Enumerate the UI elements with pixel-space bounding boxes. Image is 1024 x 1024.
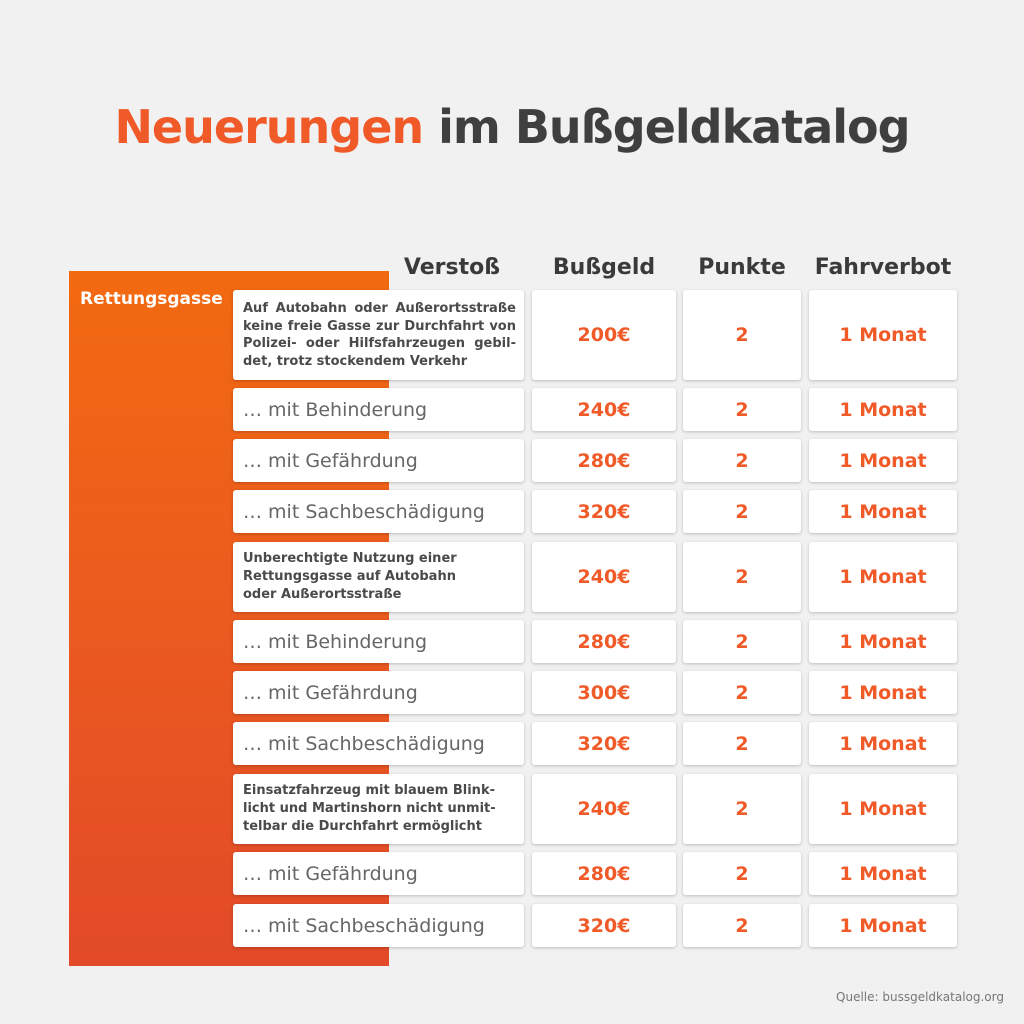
- points-cell-text: 2: [735, 798, 749, 820]
- category-label: Rettungsgasse: [80, 289, 223, 309]
- offense-cell-text: Einsatzfahrzeug mit blauem Blink- licht und Martinshorn nicht unmit- telbar die Durchfahrt ermöglicht: [243, 783, 496, 834]
- points-cell-text: 2: [735, 681, 749, 704]
- fine-cell: [532, 388, 676, 431]
- source-note: Quelle: bussgeldkatalog.org: [836, 990, 1004, 1004]
- points-cell-text: 2: [735, 500, 749, 523]
- ban-cell-text: 1 Monat: [839, 630, 927, 653]
- ban-cell: [809, 439, 957, 482]
- points-cell: [683, 774, 801, 844]
- fine-cell: [532, 620, 676, 663]
- fine-cell: [532, 439, 676, 482]
- offense-cell-text: … mit Behinderung: [243, 630, 428, 653]
- ban-cell: [809, 904, 957, 947]
- offense-cell: [233, 388, 524, 431]
- offense-cell: [233, 904, 524, 947]
- ban-cell: [809, 620, 957, 663]
- offense-cell-text: Unberechtigte Nutzung einer Rettungsgasse auf Autobahn oder Außerortsstraße: [243, 551, 457, 602]
- ban-cell-text: 1 Monat: [839, 862, 927, 885]
- points-cell: [683, 388, 801, 431]
- points-cell: [683, 620, 801, 663]
- fine-cell-text: 240€: [577, 798, 631, 820]
- fine-cell: [532, 290, 676, 380]
- fine-cell-text: 300€: [577, 681, 631, 704]
- points-cell-text: 2: [735, 862, 749, 885]
- fine-cell-text: 320€: [577, 732, 631, 755]
- offense-cell: [233, 439, 524, 482]
- offense-cell-text: … mit Gefährdung: [243, 449, 418, 472]
- ban-cell-text: 1 Monat: [839, 449, 927, 472]
- fine-cell-text: 280€: [577, 449, 631, 472]
- page-title: [0, 100, 1024, 154]
- points-cell-text: 2: [735, 449, 749, 472]
- ban-cell: [809, 774, 957, 844]
- ban-cell: [809, 722, 957, 765]
- column-header-ban: Fahrverbot: [814, 255, 952, 280]
- points-cell: [683, 542, 801, 612]
- points-cell-text: 2: [735, 324, 749, 346]
- column-header-points: Punkte: [698, 255, 786, 280]
- fine-cell: [532, 722, 676, 765]
- offense-cell: [233, 722, 524, 765]
- ban-cell-text: 1 Monat: [839, 500, 927, 523]
- offense-cell: [233, 671, 524, 714]
- points-cell: [683, 439, 801, 482]
- points-cell-text: 2: [735, 398, 749, 421]
- points-cell: [683, 722, 801, 765]
- offense-cell-text: … mit Behinderung: [243, 398, 428, 421]
- offense-cell-text: … mit Sachbeschädigung: [243, 914, 485, 937]
- offense-cell-text: … mit Gefährdung: [243, 681, 418, 704]
- fine-cell: [532, 490, 676, 533]
- ban-cell-text: 1 Monat: [839, 798, 927, 820]
- ban-cell: [809, 542, 957, 612]
- points-cell-text: 2: [735, 566, 749, 588]
- offense-cell-text: … mit Gefährdung: [243, 862, 418, 885]
- fine-cell: [532, 774, 676, 844]
- column-header-offense: Verstoß: [403, 255, 501, 280]
- column-header-fine: Bußgeld: [552, 255, 656, 280]
- ban-cell-text: 1 Monat: [839, 566, 927, 588]
- offense-cell: [233, 490, 524, 533]
- fine-cell-text: 280€: [577, 630, 631, 653]
- offense-cell-text: Auf Autobahn oder Außerortsstraße keine freie Gasse zur Durchfahrt von Polizei- oder Hilfsfahrzeugen gebil-det, trotz stockendem Verkehr: [243, 301, 516, 369]
- fine-cell: [532, 904, 676, 947]
- points-cell: [683, 852, 801, 895]
- points-cell: [683, 671, 801, 714]
- offense-cell: [233, 774, 524, 844]
- title-accent: Neuerungen: [114, 100, 424, 154]
- points-cell-text: 2: [735, 914, 749, 937]
- offense-cell: [233, 290, 524, 380]
- points-cell: [683, 904, 801, 947]
- fine-cell-text: 320€: [577, 914, 631, 937]
- offense-cell-text: … mit Sachbeschädigung: [243, 732, 485, 755]
- fine-cell: [532, 852, 676, 895]
- ban-cell: [809, 388, 957, 431]
- points-cell-text: 2: [735, 630, 749, 653]
- offense-cell-text: … mit Sachbeschädigung: [243, 500, 485, 523]
- fine-cell-text: 200€: [577, 324, 631, 346]
- points-cell: [683, 490, 801, 533]
- ban-cell-text: 1 Monat: [839, 914, 927, 937]
- points-cell: [683, 290, 801, 380]
- fine-cell-text: 240€: [577, 398, 631, 421]
- fine-cell-text: 320€: [577, 500, 631, 523]
- ban-cell: [809, 852, 957, 895]
- ban-cell-text: 1 Monat: [839, 681, 927, 704]
- ban-cell-text: 1 Monat: [839, 732, 927, 755]
- points-cell-text: 2: [735, 732, 749, 755]
- ban-cell: [809, 490, 957, 533]
- fine-cell-text: 240€: [577, 566, 631, 588]
- ban-cell-text: 1 Monat: [839, 324, 927, 346]
- offense-cell: [233, 852, 524, 895]
- fine-cell: [532, 542, 676, 612]
- fine-cell: [532, 671, 676, 714]
- offense-cell: [233, 542, 524, 612]
- title-rest: im Bußgeldkatalog: [438, 100, 910, 154]
- ban-cell: [809, 671, 957, 714]
- ban-cell: [809, 290, 957, 380]
- offense-cell: [233, 620, 524, 663]
- fine-cell-text: 280€: [577, 862, 631, 885]
- ban-cell-text: 1 Monat: [839, 398, 927, 421]
